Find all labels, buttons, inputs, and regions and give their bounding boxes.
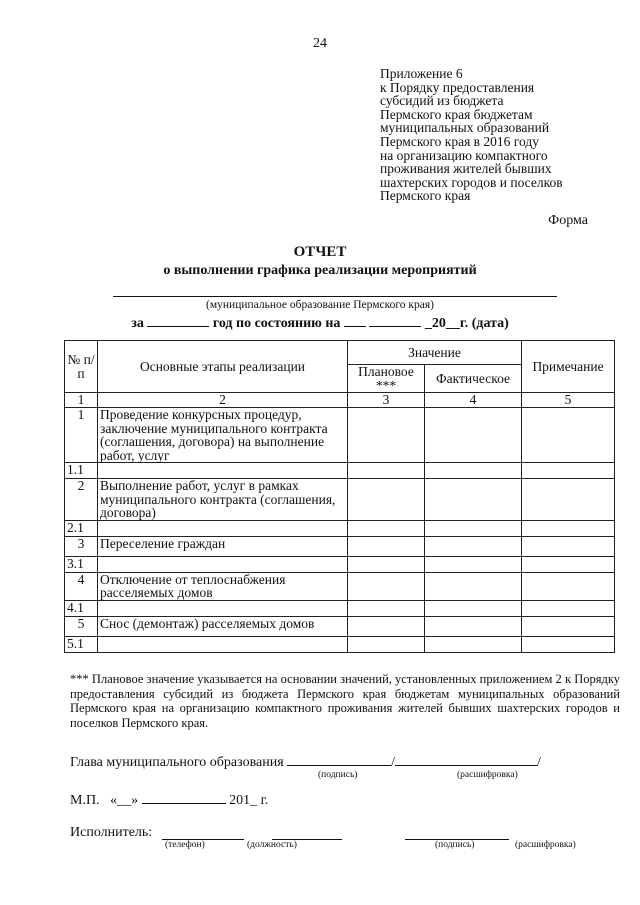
row-number: 1.1 bbox=[65, 463, 98, 479]
row-number: 3.1 bbox=[65, 556, 98, 572]
table-row bbox=[65, 408, 615, 463]
appendix-line: на организацию компактного bbox=[380, 147, 548, 163]
row-note-cell[interactable] bbox=[522, 463, 615, 479]
period-line bbox=[0, 314, 640, 332]
row-number: 2 bbox=[65, 479, 98, 521]
row-number: 3 bbox=[65, 536, 98, 556]
row-actual-cell[interactable] bbox=[425, 616, 522, 636]
row-note-cell[interactable] bbox=[522, 600, 615, 616]
row-actual-cell[interactable] bbox=[425, 408, 522, 463]
row-stage-text bbox=[98, 556, 348, 572]
appendix-line: Пермского края в 2016 году bbox=[380, 133, 539, 149]
executor-row bbox=[70, 825, 152, 841]
header-planned: Плановое *** bbox=[348, 365, 425, 393]
row-stage-text bbox=[98, 520, 348, 536]
date-month-line bbox=[142, 791, 226, 804]
row-note-cell[interactable] bbox=[522, 556, 615, 572]
row-planned-cell[interactable] bbox=[348, 520, 425, 536]
head-signature-row: Глава муниципального образования / / bbox=[70, 755, 541, 770]
row-note-cell[interactable] bbox=[522, 520, 615, 536]
period-text: год по состоянию на bbox=[212, 316, 341, 331]
row-number: 4.1 bbox=[65, 600, 98, 616]
row-number: 4 bbox=[65, 572, 98, 600]
column-number: 4 bbox=[425, 393, 522, 408]
row-note-cell[interactable] bbox=[522, 572, 615, 600]
row-planned-cell[interactable] bbox=[348, 556, 425, 572]
row-stage-text: Выполнение работ, услуг в рамках муниципального контракта (соглашения, договора) bbox=[98, 479, 348, 521]
caption-phone: (телефон) bbox=[165, 840, 205, 850]
appendix-line: субсидий из бюджета bbox=[380, 93, 504, 109]
table-row bbox=[65, 536, 615, 556]
row-stage-text bbox=[98, 600, 348, 616]
row-stage-text bbox=[98, 463, 348, 479]
header-stages: Основные этапы реализации bbox=[98, 341, 348, 393]
report-table bbox=[64, 340, 615, 653]
head-caption-decoding: (расшифровка) bbox=[457, 770, 518, 780]
row-actual-cell[interactable] bbox=[425, 479, 522, 521]
report-subtitle: о выполнении графика реализации мероприятий bbox=[163, 263, 477, 278]
row-actual-cell[interactable] bbox=[425, 536, 522, 556]
appendix-line: Пермского края bbox=[380, 188, 471, 204]
table-row bbox=[65, 520, 615, 536]
header-note: Примечание bbox=[522, 341, 615, 393]
appendix-line: к Порядку предоставления bbox=[380, 79, 535, 95]
head-caption-signature: (подпись) bbox=[318, 770, 358, 780]
table-row bbox=[65, 600, 615, 616]
appendix-line: Приложение 6 bbox=[380, 66, 463, 81]
row-planned-cell[interactable] bbox=[348, 616, 425, 636]
row-planned-cell[interactable] bbox=[348, 572, 425, 600]
appendix-line: муниципальных образований bbox=[380, 120, 550, 136]
row-note-cell[interactable] bbox=[522, 536, 615, 556]
table-row bbox=[65, 556, 615, 572]
column-number: 3 bbox=[348, 393, 425, 408]
page-number: 24 bbox=[313, 36, 327, 51]
row-number: 2.1 bbox=[65, 520, 98, 536]
head-decoding-line bbox=[395, 753, 537, 766]
row-stage-text: Снос (демонтаж) расселяемых домов bbox=[98, 616, 348, 636]
row-planned-cell[interactable] bbox=[348, 463, 425, 479]
report-title: ОТЧЕТ bbox=[293, 244, 347, 260]
row-stage-text: Проведение конкурсных процедур, заключение муниципального контракта (соглашения, договора) на выполнение работ, услуг bbox=[98, 408, 348, 463]
mp-label: М.П. bbox=[70, 793, 100, 808]
header-num: № п/п bbox=[65, 341, 98, 393]
row-planned-cell[interactable] bbox=[348, 636, 425, 652]
row-planned-cell[interactable] bbox=[348, 600, 425, 616]
head-label: Глава муниципального образования bbox=[70, 755, 284, 770]
mp-row bbox=[70, 791, 268, 809]
column-number: 2 bbox=[98, 393, 348, 408]
period-blank-year bbox=[147, 314, 209, 327]
municipality-caption: (муниципальное образование Пермского края) bbox=[206, 299, 434, 311]
period-za: за bbox=[131, 316, 144, 331]
row-note-cell[interactable] bbox=[522, 479, 615, 521]
appendix-line: проживания жителей бывших bbox=[380, 161, 552, 177]
row-actual-cell[interactable] bbox=[425, 556, 522, 572]
table-row bbox=[65, 636, 615, 652]
municipality-line bbox=[113, 296, 557, 297]
period-blank-day bbox=[344, 314, 366, 327]
row-number: 5.1 bbox=[65, 636, 98, 652]
caption-signature2: (подпись) bbox=[435, 840, 475, 850]
executor-label: Исполнитель: bbox=[70, 825, 153, 840]
row-actual-cell[interactable] bbox=[425, 636, 522, 652]
appendix-line: шахтерских городов и поселков bbox=[380, 174, 563, 190]
row-actual-cell[interactable] bbox=[425, 600, 522, 616]
row-stage-text: Отключение от теплоснабжения расселяемых домов bbox=[98, 572, 348, 600]
row-number: 5 bbox=[65, 616, 98, 636]
table-row bbox=[65, 463, 615, 479]
header-actual: Фактическое bbox=[425, 365, 522, 393]
column-number: 5 bbox=[522, 393, 615, 408]
row-note-cell[interactable] bbox=[522, 616, 615, 636]
row-note-cell[interactable] bbox=[522, 636, 615, 652]
column-number: 1 bbox=[65, 393, 98, 408]
period-year: _20__г. (дата) bbox=[424, 316, 509, 331]
date-year: 201_ г. bbox=[229, 793, 269, 808]
row-actual-cell[interactable] bbox=[425, 463, 522, 479]
appendix-block bbox=[380, 67, 620, 203]
row-note-cell[interactable] bbox=[522, 408, 615, 463]
table-row bbox=[65, 616, 615, 636]
caption-decoding2: (расшифровка) bbox=[515, 840, 576, 850]
head-signature-line bbox=[287, 753, 391, 766]
date-quote: «__» bbox=[110, 793, 139, 808]
row-planned-cell[interactable] bbox=[348, 536, 425, 556]
row-actual-cell[interactable] bbox=[425, 572, 522, 600]
footnote: *** Плановое значение указывается на основании значений, установленных приложением 2 к Порядку предоставления субсидий из бюджета Пермского края бюджетам муниципальных образований Пермского края на организацию компактного проживания жителей бывших шахтерских городов и поселков Пермского края. bbox=[70, 672, 620, 730]
header-value: Значение bbox=[348, 341, 522, 365]
row-planned-cell[interactable] bbox=[348, 479, 425, 521]
period-blank-month bbox=[369, 314, 421, 327]
table-row bbox=[65, 572, 615, 600]
row-stage-text: Переселение граждан bbox=[98, 536, 348, 556]
form-label: Форма bbox=[548, 213, 588, 228]
table-row bbox=[65, 479, 615, 521]
caption-position: (должность) bbox=[247, 840, 297, 850]
row-number: 1 bbox=[65, 408, 98, 463]
row-stage-text bbox=[98, 636, 348, 652]
row-actual-cell[interactable] bbox=[425, 520, 522, 536]
appendix-line: Пермского края бюджетам bbox=[380, 106, 533, 122]
row-planned-cell[interactable] bbox=[348, 408, 425, 463]
